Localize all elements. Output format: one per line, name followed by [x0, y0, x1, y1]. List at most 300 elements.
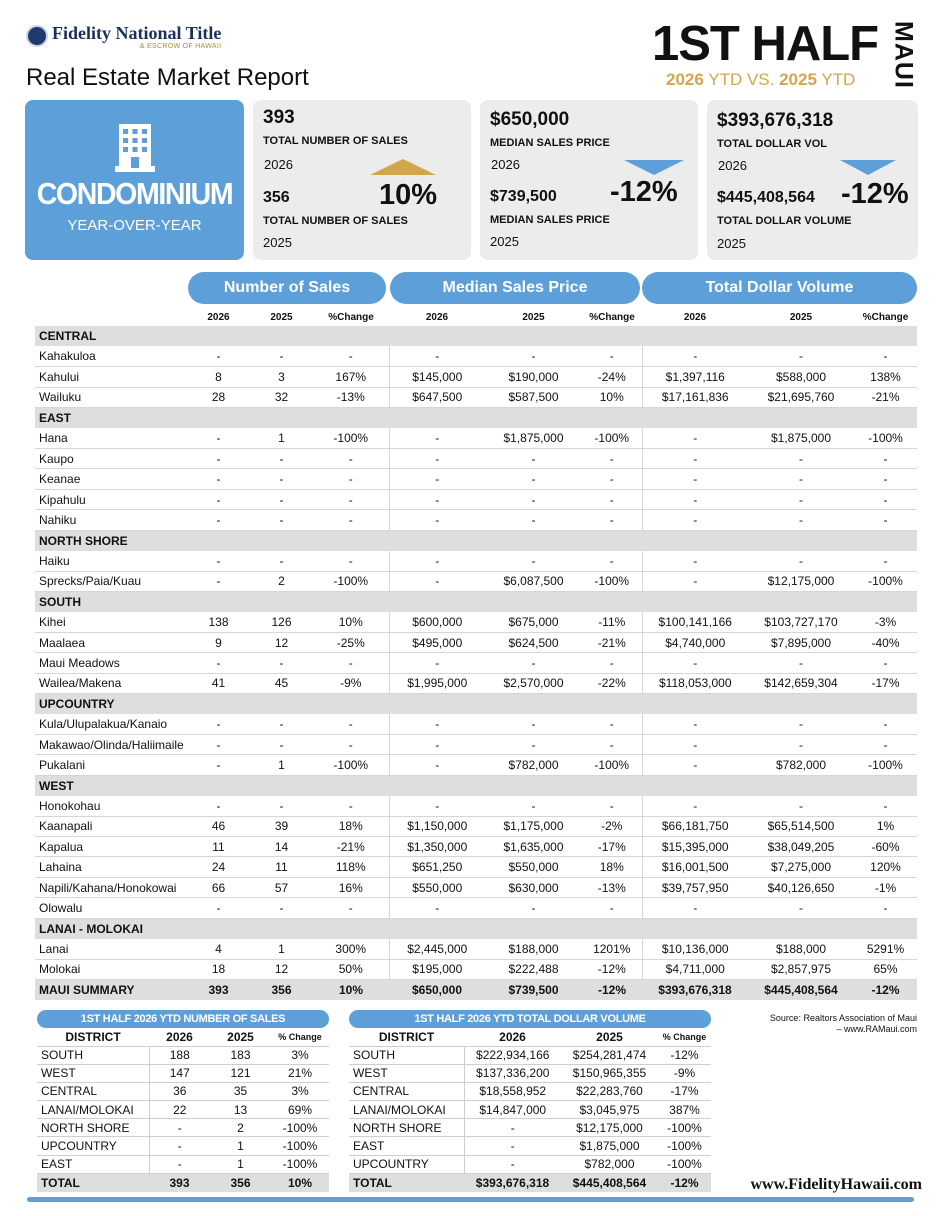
table-row — [35, 877, 917, 897]
table-cell: - — [187, 449, 250, 469]
table-cell: - — [389, 551, 485, 571]
table-cell: 138% — [854, 367, 917, 387]
col-sales-2026: 2026 — [207, 311, 230, 323]
summary-cell: 393 — [187, 980, 250, 1000]
table-cell: $254,281,474 — [561, 1046, 658, 1064]
table-cell: - — [313, 551, 389, 571]
ytd-vs: YTD VS. — [703, 70, 780, 89]
table-cell: 66 — [187, 877, 250, 897]
total-label: TOTAL — [349, 1173, 464, 1191]
table-cell: $2,570,000 — [485, 673, 582, 693]
table-cell: - — [642, 510, 748, 530]
table-cell: 183 — [210, 1046, 271, 1064]
median-prior-label: MEDIAN SALES PRICE — [490, 214, 610, 226]
table-cell: - — [582, 551, 642, 571]
table-cell: $17,161,836 — [642, 387, 748, 407]
table-cell: - — [485, 510, 582, 530]
table-cell: - — [250, 469, 313, 489]
volume-prior-year: 2025 — [717, 236, 746, 251]
summary-cell: $445,408,564 — [748, 980, 854, 1000]
table-cell: $7,895,000 — [748, 632, 854, 652]
table-cell: 167% — [313, 367, 389, 387]
table-cell: $21,695,760 — [748, 387, 854, 407]
volume-summary-header — [349, 1028, 711, 1046]
district-name: UPCOUNTRY — [37, 1137, 149, 1155]
region-name: SOUTH — [35, 591, 917, 611]
table-cell: - — [485, 734, 582, 754]
district-name: Kahakuloa — [35, 346, 187, 366]
district-name: Kipahulu — [35, 489, 187, 509]
table-row — [35, 796, 917, 816]
summary-cell: 356 — [250, 980, 313, 1000]
table-cell: - — [250, 714, 313, 734]
table-row — [35, 714, 917, 734]
table-cell: $188,000 — [485, 939, 582, 959]
median-prior-value: $739,500 — [490, 188, 557, 205]
table-cell: $222,934,166 — [464, 1046, 561, 1064]
table-cell: - — [485, 489, 582, 509]
table-cell: $66,181,750 — [642, 816, 748, 836]
table-cell: - — [149, 1119, 210, 1137]
sales-summary-header — [37, 1028, 329, 1046]
table-cell: -9% — [313, 673, 389, 693]
col-volume-2026: 2026 — [683, 311, 707, 323]
table-cell: -100% — [854, 755, 917, 775]
table-cell: - — [642, 898, 748, 918]
table-cell: -12% — [582, 959, 642, 979]
table-cell: $100,141,166 — [642, 612, 748, 632]
volume-summary-body — [349, 1046, 711, 1192]
volume-current-value: $393,676,318 — [717, 110, 834, 131]
table-row — [35, 449, 917, 469]
table-cell: 32 — [250, 387, 313, 407]
total-row — [349, 1173, 711, 1191]
district-name: Maui Meadows — [35, 653, 187, 673]
table-cell: -3% — [854, 612, 917, 632]
table-cell: $137,336,200 — [464, 1064, 561, 1082]
table-cell: -100% — [271, 1137, 329, 1155]
table-cell: - — [854, 510, 917, 530]
region-name: NORTH SHORE — [35, 530, 917, 550]
table-cell: $2,857,975 — [748, 959, 854, 979]
arrow-down-icon — [624, 160, 684, 175]
district-name: WEST — [349, 1064, 464, 1082]
table-cell: $600,000 — [389, 612, 485, 632]
property-type-box — [25, 100, 244, 260]
volume-summary-title: 1ST HALF 2026 YTD TOTAL DOLLAR VOLUME — [349, 1010, 711, 1028]
table-cell: -100% — [582, 571, 642, 591]
ytd-comparison — [666, 70, 855, 90]
table-cell: -21% — [582, 632, 642, 652]
col-median-2026: 2026 — [425, 311, 449, 323]
table-cell: - — [485, 346, 582, 366]
table-cell: -100% — [313, 571, 389, 591]
district-table-body — [35, 326, 917, 1000]
sales-current-value: 393 — [263, 107, 295, 128]
table-cell: - — [389, 449, 485, 469]
table-row — [349, 1101, 711, 1119]
table-cell: - — [748, 796, 854, 816]
table-cell: 35 — [210, 1082, 271, 1100]
table-cell: - — [313, 449, 389, 469]
table-cell: - — [854, 346, 917, 366]
table-cell: 1% — [854, 816, 917, 836]
table-cell: $4,711,000 — [642, 959, 748, 979]
region-header-row — [35, 694, 917, 714]
logo-name: Fidelity National Title — [52, 23, 222, 43]
table-cell: -17% — [658, 1082, 711, 1100]
col-volume-2025: 2025 — [789, 311, 813, 323]
arrow-up-icon — [370, 159, 436, 175]
table-row — [35, 673, 917, 693]
table-cell: - — [748, 551, 854, 571]
sales-summary-title: 1ST HALF 2026 YTD NUMBER OF SALES — [37, 1010, 329, 1028]
median-current-value: $650,000 — [490, 109, 570, 130]
district-name: Lahaina — [35, 857, 187, 877]
district-name: Kihei — [35, 612, 187, 632]
region-header-row — [35, 591, 917, 611]
table-row — [37, 1155, 329, 1173]
table-row — [349, 1064, 711, 1082]
district-name: Kaupo — [35, 449, 187, 469]
table-cell: $587,500 — [485, 387, 582, 407]
table-cell: $142,659,304 — [748, 673, 854, 693]
table-cell: -21% — [313, 837, 389, 857]
logo-subtitle: & ESCROW OF HAWAII — [139, 43, 222, 50]
table-cell: $782,000 — [748, 755, 854, 775]
district-name: Maalaea — [35, 632, 187, 652]
ytd-year-prior: 2025 — [779, 70, 817, 89]
table-cell: 118% — [313, 857, 389, 877]
table-cell: -11% — [582, 612, 642, 632]
table-cell: - — [250, 489, 313, 509]
table-cell: - — [250, 510, 313, 530]
table-cell: - — [642, 489, 748, 509]
table-cell: $651,250 — [389, 857, 485, 877]
source-note — [740, 1013, 917, 1035]
col-sales-2025: 2025 — [270, 311, 293, 323]
district-name: Olowalu — [35, 898, 187, 918]
table-cell: 3% — [271, 1082, 329, 1100]
table-cell: $1,150,000 — [389, 816, 485, 836]
table-row — [35, 346, 917, 366]
district-name: Wailea/Makena — [35, 673, 187, 693]
table-cell: - — [485, 449, 582, 469]
table-row — [35, 939, 917, 959]
table-cell: - — [582, 346, 642, 366]
table-cell: - — [313, 714, 389, 734]
table-cell: $588,000 — [748, 367, 854, 387]
table-cell: -100% — [271, 1155, 329, 1173]
table-cell: $647,500 — [389, 387, 485, 407]
table-cell: - — [642, 571, 748, 591]
table-cell: $6,087,500 — [485, 571, 582, 591]
summary-cell: $739,500 — [485, 980, 582, 1000]
col-median-change: %Change — [589, 311, 635, 323]
district-name: Kahului — [35, 367, 187, 387]
median-prior-year: 2025 — [490, 234, 519, 249]
district-name: Napili/Kahana/Honokowai — [35, 877, 187, 897]
volume-current-label: TOTAL DOLLAR VOL — [717, 138, 827, 150]
table-cell: - — [748, 489, 854, 509]
table-cell: $3,045,975 — [561, 1101, 658, 1119]
col-change: % Change — [658, 1028, 711, 1046]
table-row — [35, 959, 917, 979]
table-row — [35, 632, 917, 652]
table-cell: $38,049,205 — [748, 837, 854, 857]
district-name: SOUTH — [37, 1046, 149, 1064]
table-cell: - — [187, 755, 250, 775]
table-row — [35, 551, 917, 571]
table-cell: - — [748, 653, 854, 673]
district-name: Honokohau — [35, 796, 187, 816]
table-cell: 41 — [187, 673, 250, 693]
table-cell: -40% — [854, 632, 917, 652]
table-cell: $12,175,000 — [561, 1119, 658, 1137]
table-cell: 10% — [313, 612, 389, 632]
table-cell: $145,000 — [389, 367, 485, 387]
table-cell: 39 — [250, 816, 313, 836]
table-row — [349, 1046, 711, 1064]
table-cell: - — [187, 346, 250, 366]
table-cell: - — [748, 346, 854, 366]
table-row — [35, 837, 917, 857]
table-cell: 300% — [313, 939, 389, 959]
table-cell: 10% — [582, 387, 642, 407]
table-row — [35, 489, 917, 509]
table-row — [35, 898, 917, 918]
table-cell: 14 — [250, 837, 313, 857]
table-cell: - — [389, 714, 485, 734]
table-cell: - — [250, 898, 313, 918]
table-cell: - — [389, 734, 485, 754]
table-cell: 2 — [250, 571, 313, 591]
table-cell: -100% — [658, 1119, 711, 1137]
table-cell: - — [854, 734, 917, 754]
table-cell: $118,053,000 — [642, 673, 748, 693]
district-name: LANAI/MOLOKAI — [349, 1101, 464, 1119]
total-cell: $445,408,564 — [561, 1173, 658, 1191]
table-cell: - — [149, 1155, 210, 1173]
table-row — [35, 510, 917, 530]
table-row — [35, 755, 917, 775]
table-cell: $190,000 — [485, 367, 582, 387]
table-cell: -17% — [582, 837, 642, 857]
table-cell: 36 — [149, 1082, 210, 1100]
table-cell: - — [389, 796, 485, 816]
district-name: EAST — [37, 1155, 149, 1173]
table-cell: 11 — [187, 837, 250, 857]
table-cell: - — [187, 571, 250, 591]
total-cell: 393 — [149, 1173, 210, 1191]
col-district: DISTRICT — [37, 1028, 149, 1046]
table-cell: 126 — [250, 612, 313, 632]
sales-count-card — [253, 100, 471, 260]
median-current-year: 2026 — [491, 157, 520, 172]
table-cell: - — [582, 469, 642, 489]
company-logo — [26, 24, 221, 50]
table-cell: -100% — [658, 1155, 711, 1173]
table-cell: $188,000 — [748, 939, 854, 959]
district-name: Keanae — [35, 469, 187, 489]
district-name: CENTRAL — [349, 1082, 464, 1100]
table-cell: - — [642, 653, 748, 673]
district-name: Lanai — [35, 939, 187, 959]
table-row — [37, 1101, 329, 1119]
median-price-card — [480, 100, 698, 260]
table-cell: 16% — [313, 877, 389, 897]
table-cell: - — [187, 428, 250, 448]
table-cell: -13% — [313, 387, 389, 407]
table-row — [349, 1137, 711, 1155]
website-link[interactable]: www.FidelityHawaii.com — [750, 1176, 922, 1193]
table-cell: - — [313, 346, 389, 366]
table-cell: - — [642, 469, 748, 489]
sales-summary-body — [37, 1046, 329, 1192]
table-cell: - — [389, 346, 485, 366]
table-cell: 18% — [313, 816, 389, 836]
table-cell: $103,727,170 — [748, 612, 854, 632]
summary-cell: -12% — [854, 980, 917, 1000]
table-cell: $2,445,000 — [389, 939, 485, 959]
table-row — [35, 653, 917, 673]
table-cell: - — [313, 898, 389, 918]
table-cell: 69% — [271, 1101, 329, 1119]
table-cell: 2 — [210, 1119, 271, 1137]
district-name: UPCOUNTRY — [349, 1155, 464, 1173]
table-cell: - — [642, 551, 748, 571]
dollar-volume-card — [707, 100, 918, 260]
table-cell: 13 — [210, 1101, 271, 1119]
table-cell: 4 — [187, 939, 250, 959]
district-name: EAST — [349, 1137, 464, 1155]
table-cell: -100% — [313, 428, 389, 448]
table-cell: $14,847,000 — [464, 1101, 561, 1119]
district-name: NORTH SHORE — [37, 1119, 149, 1137]
table-cell: - — [389, 510, 485, 530]
district-name: Kula/Ulupalakua/Kanaio — [35, 714, 187, 734]
table-cell: $150,965,355 — [561, 1064, 658, 1082]
table-cell: -2% — [582, 816, 642, 836]
table-cell: - — [313, 489, 389, 509]
district-name: Haiku — [35, 551, 187, 571]
table-cell: - — [854, 551, 917, 571]
median-current-label: MEDIAN SALES PRICE — [490, 137, 610, 149]
table-cell: 21% — [271, 1064, 329, 1082]
table-cell: - — [582, 489, 642, 509]
table-row — [37, 1046, 329, 1064]
summary-cell: $393,676,318 — [642, 980, 748, 1000]
total-cell: -12% — [658, 1173, 711, 1191]
table-row — [37, 1064, 329, 1082]
district-name: Kapalua — [35, 837, 187, 857]
table-cell: $10,136,000 — [642, 939, 748, 959]
total-cell: 356 — [210, 1173, 271, 1191]
table-cell: $1,635,000 — [485, 837, 582, 857]
table-cell: -100% — [582, 755, 642, 775]
table-cell: - — [389, 489, 485, 509]
table-cell: - — [149, 1137, 210, 1155]
table-cell: - — [582, 714, 642, 734]
col-district — [35, 306, 187, 326]
table-cell: 8 — [187, 367, 250, 387]
island-label — [888, 20, 918, 90]
table-cell: $4,740,000 — [642, 632, 748, 652]
table-cell: 12 — [250, 959, 313, 979]
table-cell: 1 — [250, 939, 313, 959]
col-district: DISTRICT — [349, 1028, 464, 1046]
table-cell: $630,000 — [485, 877, 582, 897]
district-name: Molokai — [35, 959, 187, 979]
district-name: Wailuku — [35, 387, 187, 407]
table-cell: $39,757,950 — [642, 877, 748, 897]
summary-cell: 10% — [313, 980, 389, 1000]
table-cell: - — [187, 714, 250, 734]
sales-prior-label: TOTAL NUMBER OF SALES — [263, 215, 408, 227]
total-label: TOTAL — [37, 1173, 149, 1191]
table-row — [35, 612, 917, 632]
table-cell: - — [389, 898, 485, 918]
table-cell: - — [485, 469, 582, 489]
table-cell: - — [464, 1137, 561, 1155]
region-header-row — [35, 918, 917, 938]
table-cell: - — [642, 428, 748, 448]
table-cell: -60% — [854, 837, 917, 857]
sales-summary-table — [37, 1028, 329, 1192]
table-cell: - — [313, 734, 389, 754]
table-cell: $675,000 — [485, 612, 582, 632]
table-cell: - — [313, 469, 389, 489]
volume-prior-value: $445,408,564 — [717, 189, 815, 206]
district-name: LANAI/MOLOKAI — [37, 1101, 149, 1119]
district-table — [35, 306, 917, 1000]
district-name: CENTRAL — [37, 1082, 149, 1100]
period-heading: 1ST HALF — [652, 17, 879, 71]
building-icon — [109, 124, 161, 172]
table-cell: -12% — [658, 1046, 711, 1064]
property-type-subtitle: YEAR-OVER-YEAR — [67, 217, 202, 234]
region-header-row — [35, 775, 917, 795]
volume-prior-label: TOTAL DOLLAR VOLUME — [717, 215, 852, 227]
table-cell: -17% — [854, 673, 917, 693]
table-cell: $7,275,000 — [748, 857, 854, 877]
total-row — [37, 1173, 329, 1191]
table-cell: 1 — [250, 428, 313, 448]
table-cell: - — [485, 898, 582, 918]
table-cell: - — [485, 551, 582, 571]
table-cell: $1,175,000 — [485, 816, 582, 836]
table-cell: $16,001,500 — [642, 857, 748, 877]
source-line-2[interactable]: – www.RAMaui.com — [836, 1024, 917, 1034]
table-cell: $40,126,650 — [748, 877, 854, 897]
table-cell: - — [748, 510, 854, 530]
volume-summary-table — [349, 1028, 711, 1192]
table-cell: $1,875,000 — [748, 428, 854, 448]
table-row — [35, 428, 917, 448]
district-name: NORTH SHORE — [349, 1119, 464, 1137]
table-cell: - — [464, 1119, 561, 1137]
table-cell: -21% — [854, 387, 917, 407]
region-header-row — [35, 530, 917, 550]
col-median-2025: 2025 — [522, 311, 545, 323]
table-cell: 18% — [582, 857, 642, 877]
table-cell: - — [642, 755, 748, 775]
table-cell: - — [582, 796, 642, 816]
table-cell: - — [748, 469, 854, 489]
table-cell: - — [485, 714, 582, 734]
table-cell: - — [187, 489, 250, 509]
table-cell: - — [485, 653, 582, 673]
